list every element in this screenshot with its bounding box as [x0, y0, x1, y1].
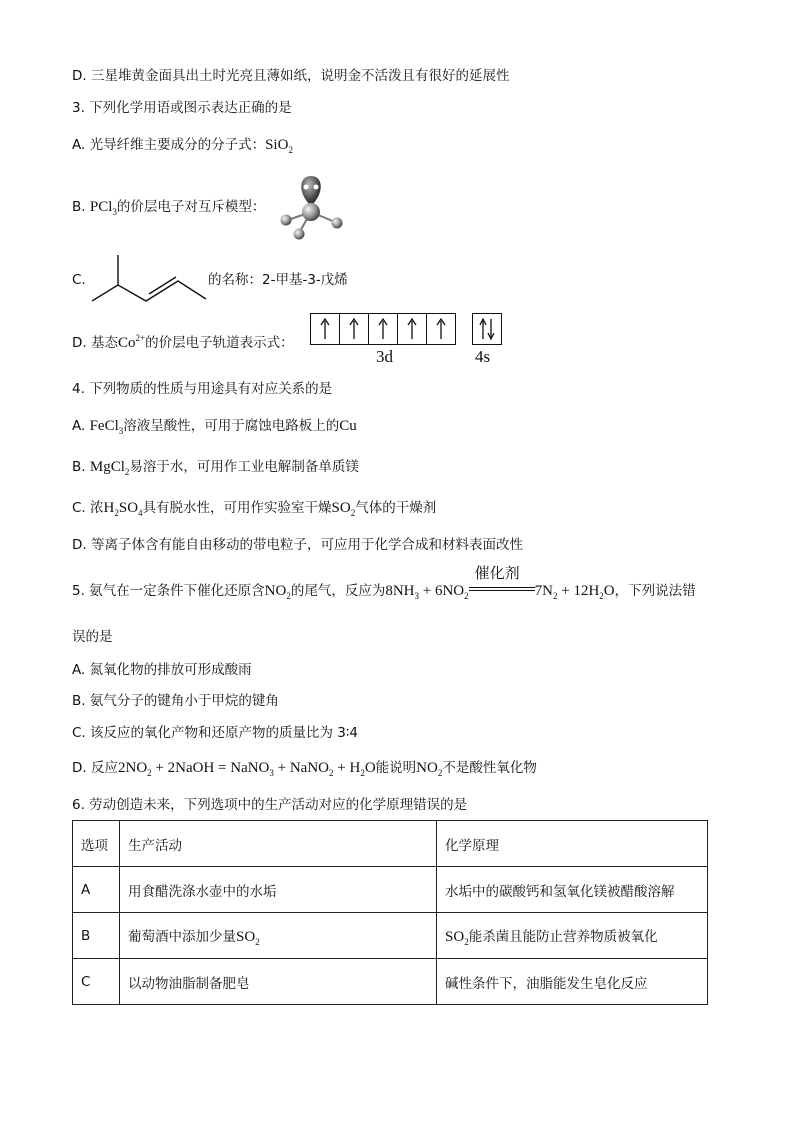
- orbital-4s: [472, 313, 502, 345]
- table-header-cell: 选项: [73, 821, 120, 867]
- orbital-box: [472, 313, 502, 345]
- q5-option-b: B. 氨气分子的键角小于甲烷的键角: [72, 693, 279, 709]
- orbital-box: [397, 313, 426, 345]
- table-header-cell: 生产活动: [120, 821, 437, 867]
- table-cell-principle: 水垢中的碳酸钙和氢氧化镁被醋酸溶解: [437, 867, 708, 913]
- orbital-4s-label: 4s: [475, 347, 491, 366]
- table-row: [73, 959, 708, 1005]
- skeletal-structure-figure: [88, 253, 210, 303]
- q3-option-b: B. PCl$_3$的价层电子对互斥模型：: [72, 199, 266, 217]
- table-cell-activity: 用食醋洗涤水壶中的水垢: [120, 867, 437, 913]
- q5-option-a: A. 氮氧化物的排放可形成酸雨: [72, 662, 252, 678]
- q4-option-a: A. FeCl$_3$溶液呈酸性，可用于腐蚀电路板上的Cu: [72, 418, 357, 436]
- q5-stem: 5. 氨气在一定条件下催化还原含$NO_2$的尾气，反应为$8NH_3 + 6NO_2$ 催化剂 $7N_2 + 12H_2O$，下列说法错: [72, 564, 696, 601]
- table-cell-principle: 碱性条件下，油脂能发生皂化反应: [437, 959, 708, 1005]
- q4-option-d: D. 等离子体含有能自由移动的带电粒子，可应用于化学合成和材料表面改性: [72, 537, 523, 553]
- q5-option-d: D. 反应$2NO_2$ + 2NaOH = NaNO$_3$ + NaNO$_2$ + $H_2O$能说明$NO_2$不是酸性氧化物: [72, 760, 537, 778]
- table-cell-activity: 以动物油脂制备肥皂: [120, 959, 437, 1005]
- table-cell-activity: 葡萄酒中添加少量$SO_2$: [120, 913, 437, 959]
- q6-stem: 6. 劳动创造未来，下列选项中的生产活动对应的化学原理错误的是: [72, 797, 468, 813]
- catalyst-arrow: 催化剂: [469, 584, 535, 598]
- orbital-box: [368, 313, 397, 345]
- table-row: [73, 913, 708, 959]
- table-cell-principle: $SO_2$能杀菌且能防止营养物质被氧化: [437, 913, 708, 959]
- q4-option-b: B. MgCl$_2$易溶于水，可用作工业电解制备单质镁: [72, 459, 359, 477]
- q3-option-d: D. 基态$Co^{2+}$的价层电子轨道表示式：: [72, 333, 294, 351]
- q6-table: [72, 820, 708, 1005]
- table-cell-option: B: [73, 913, 120, 959]
- table-cell-option: C: [73, 959, 120, 1005]
- table-row: [73, 867, 708, 913]
- q3-option-c-label: C.: [72, 272, 86, 288]
- orbital-box: [426, 313, 456, 345]
- vsepr-model-figure: [272, 170, 350, 242]
- orbital-box: [339, 313, 368, 345]
- orbital-3d-label: 3d: [376, 347, 393, 366]
- q3-stem: 3. 下列化学用语或图示表达正确的是: [72, 100, 292, 116]
- q5-stem-cont: 误的是: [72, 629, 113, 645]
- orbital-3d: [310, 313, 456, 345]
- table-header-row: [73, 821, 708, 867]
- q3-option-c-name: 的名称：2-甲基-3-戊烯: [208, 272, 348, 288]
- table-header-cell: 化学原理: [437, 821, 708, 867]
- orbital-box: [310, 313, 339, 345]
- q2-option-d: D. 三星堆黄金面具出土时光亮且薄如纸，说明金不活泼且有很好的延展性: [72, 68, 510, 84]
- q4-option-c: C. 浓$H_2SO_4$具有脱水性，可用作实验室干燥$SO_2$气体的干燥剂: [72, 500, 437, 518]
- q4-stem: 4. 下列物质的性质与用途具有对应关系的是: [72, 381, 333, 397]
- table-cell-option: A: [73, 867, 120, 913]
- q5-option-c: C. 该反应的氧化产物和还原产物的质量比为 3∶4: [72, 725, 358, 741]
- q3-option-a: A. 光导纤维主要成分的分子式：SiO$_2$: [72, 137, 293, 155]
